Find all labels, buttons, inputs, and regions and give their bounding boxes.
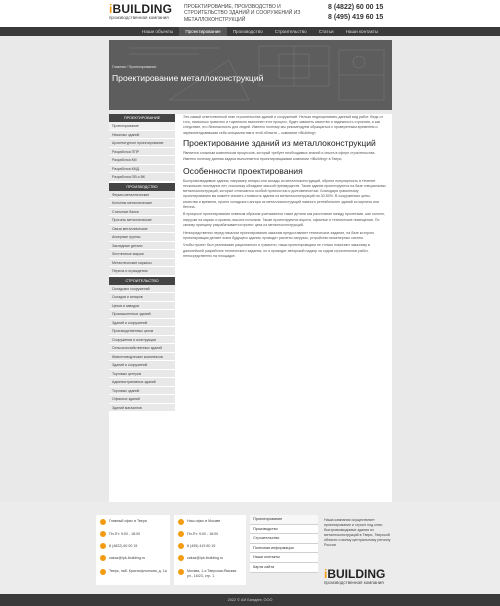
home-icon	[178, 519, 184, 525]
office-title: Главный офис в Твери	[109, 519, 147, 523]
sidebar-item[interactable]: Колонны металлические	[109, 199, 175, 208]
sidebar-item[interactable]: Лестничные марши	[109, 250, 175, 259]
article-paragraph: Является сложным комплексом процессов, который требует необходимых знаний и опыта в сфере строительства. Именно поэтому данная задача выполняется проектировщиками компании «iBuilding» в Твери.	[183, 151, 376, 161]
footer-menu	[250, 515, 318, 573]
sidebar	[109, 114, 175, 412]
main-nav	[0, 27, 500, 36]
phone-icon	[178, 543, 184, 549]
header-phones	[328, 3, 383, 23]
breadcrumb[interactable]: Главная / Проектирование	[112, 65, 157, 69]
header-tagline: ПРОЕКТИРОВАНИЕ, ПРОИЗВОДСТВО И СТРОИТЕЛЬСТВО ЗДАНИЙ И СООРУЖЕНИЙ ИЗ МЕТАЛЛОКОНСТРУКЦИЙ	[184, 4, 301, 23]
footer-menu-item[interactable]: Карта сайта	[250, 563, 318, 573]
footer-logo[interactable]	[324, 568, 396, 585]
site-logo[interactable]	[109, 2, 173, 23]
copyright: 2022 © АИ Билдинг, ООО	[0, 594, 500, 606]
sidebar-item[interactable]: Зданий и сооружений	[109, 361, 175, 370]
clock-icon	[100, 531, 106, 537]
sidebar-item[interactable]: Анкерные группы	[109, 233, 175, 242]
sidebar-item[interactable]: Складских сооружений	[109, 285, 175, 294]
footer-menu-item[interactable]: Полезная информация	[250, 544, 318, 554]
map-pin-icon	[178, 569, 184, 575]
sidebar-heading-production[interactable]: ПРОИЗВОДСТВО	[109, 183, 175, 191]
sidebar-item[interactable]: Сооружения и конструкции	[109, 336, 175, 345]
sidebar-item[interactable]: Офисных зданий	[109, 395, 175, 404]
article-paragraph: Чтобы проект был реализован рационально и грамотно, наши проектировщики не только помогают заказчику в дальнейшей разработке технического задания, но и проводят авторский надзор за ходом строительных работ, непосредственно на площадке.	[183, 243, 370, 258]
home-icon	[100, 519, 106, 525]
sidebar-item[interactable]: Сельскохозяйственных зданий	[109, 344, 175, 353]
sidebar-item[interactable]: Нежилых зданий	[109, 131, 175, 140]
office-hours: Пн-Пт: 9:00 - 18:00	[187, 532, 219, 536]
article-paragraph: Непосредственно перед началом проектирования заказчик предоставляет техническое задание, на базе которого проектировщик делает эскиз будущего здания, проводит расчеты нагрузок, устройство инженерных систем.	[183, 230, 375, 240]
office-email[interactable]: zakaz@ipk-ibuilding.ru	[187, 556, 224, 560]
office-phone[interactable]: 8 (495) 419 60 15	[187, 544, 216, 548]
sidebar-item[interactable]: Разработка ОВ и ВК	[109, 173, 175, 182]
nav-item-design[interactable]: Проектирование	[179, 27, 226, 36]
hero-banner	[109, 40, 392, 110]
logo-subtitle: производственная компания	[109, 15, 169, 20]
sidebar-heading-design[interactable]: ПРОЕКТИРОВАНИЕ	[109, 114, 175, 122]
phone-icon	[100, 543, 106, 549]
sidebar-item[interactable]: Животноводческих комплексов	[109, 353, 175, 362]
clock-icon	[178, 531, 184, 537]
footer-menu-item[interactable]: Наши контакты	[250, 553, 318, 563]
footer-menu-item[interactable]: Строительство	[250, 534, 318, 544]
footer-menu-item[interactable]: Проектирование	[250, 515, 318, 525]
site-header	[0, 0, 500, 27]
footer-logo-word: BUILDING	[327, 567, 386, 581]
nav-item-production[interactable]: Производство	[232, 29, 263, 34]
sidebar-item[interactable]: Проектирование	[109, 122, 175, 131]
logo-letter: i	[109, 2, 113, 16]
mail-icon	[100, 555, 106, 561]
office-title: Наш офис в Москве	[187, 519, 221, 523]
sidebar-item[interactable]: Промышленных зданий	[109, 310, 175, 319]
article-paragraph: В процессе проектирования главным образом учитываются такие детали как расстояние между пролетами, шаг колонн, нагрузки на каркас и кровлю, высота потолков. Также проектируются ворота, офисные и технические помещения. По своему принципу разрабатывается проект цеха из металлоконструкций.	[183, 212, 385, 227]
sidebar-item[interactable]: Фермы металлические	[109, 191, 175, 200]
sidebar-item[interactable]: Производственных цехов	[109, 327, 175, 336]
site-footer	[0, 502, 500, 594]
sidebar-item[interactable]: Складов и ангаров	[109, 293, 175, 302]
nav-item-objects[interactable]: Наши объекты	[142, 29, 174, 34]
office-email[interactable]: zakaz@ipk-ibuilding.ru	[109, 556, 146, 560]
map-pin-icon	[100, 569, 106, 575]
mail-icon	[178, 555, 184, 561]
sidebar-item[interactable]: Прогоны металлические	[109, 216, 175, 225]
office-hours: Пн-Пт: 9:00 - 18:00	[109, 532, 141, 536]
footer-logo-letter: i	[324, 567, 328, 581]
sidebar-item[interactable]: Разработка ППР	[109, 148, 175, 157]
nav-item-contacts[interactable]: Наши контакты	[345, 29, 379, 34]
footer-logo-subtitle: производственная компания	[324, 580, 384, 585]
page-title: Проектирование металлоконструкций	[112, 73, 264, 83]
sidebar-item[interactable]: Зданий и сооружений	[109, 319, 175, 328]
sidebar-heading-construction[interactable]: СТРОИТЕЛЬСТВО	[109, 277, 175, 285]
article-paragraph: Быстровозводимые здания, например ангары или склады из металлоконструкций, обрели популярность в течение нескольких последних лет, поскольку обладают массой преимуществ. Такие здания проектируются на базе специальных металлоконструкций, которые отличаются особой прочностью и долговечностью. Благодаря грамотному проектированию вы можете снизить стоимость здания из металлоконструкций на 30-50%. В сооружениях цены, качества и времени, проект складского ангара из металлоконструкций намного рентабельнее зданий из кирпича или бетона.	[183, 178, 386, 209]
footer-about: Наша компания осуществляет проектирование и строит под ключ быстровозводимые здания из металлоконструкций в Твери, Тверской области и всему центральному региону России	[324, 518, 391, 547]
sidebar-item[interactable]: Стальные балки	[109, 208, 175, 217]
article	[183, 115, 386, 262]
office-phone[interactable]: 8 (4822) 60 00 15	[109, 544, 138, 548]
footer-office-moscow	[174, 515, 246, 585]
footer-menu-item[interactable]: Производство	[250, 525, 318, 535]
sidebar-item[interactable]: Разработка КМ	[109, 156, 175, 165]
sidebar-item[interactable]: Торговых центров	[109, 370, 175, 379]
sidebar-item[interactable]: Закладные детали	[109, 242, 175, 251]
footer-office-tver	[96, 515, 170, 585]
article-heading-1: Проектирование зданий из металлоконструкций	[183, 137, 376, 148]
sidebar-item[interactable]: Административных зданий	[109, 378, 175, 387]
header-phone-2[interactable]: 8 (495) 419 60 15	[328, 14, 384, 21]
header-phone-1[interactable]: 8 (4822) 60 00 15	[328, 4, 384, 11]
office-address: Тверь, наб. Краснофлотская, д. 1а	[109, 569, 167, 573]
sidebar-item[interactable]: Архитектурное проектирование	[109, 139, 175, 148]
logo-word: BUILDING	[112, 2, 173, 16]
office-address: Москва, 1-я Тверская-Ямская ул., 16/23, стр. 1	[187, 569, 237, 578]
sidebar-item[interactable]: Связи металлические	[109, 225, 175, 234]
article-intro: Это самый ответственный этап строительства зданий и сооружений. Нельзя недооценивать данный вид работ. Ведь от того, насколько грамотно и тщательно выполнен этот процесс, будет зависеть качество и надежность строения, и как следствие, его безопасность для людей. Именно поэтому мы рекомендуем обращаться к проверенным временем и зарекомендовавшим себя специалистам в этой области – компании «iBuilding».	[183, 115, 384, 135]
sidebar-item[interactable]: Разработка КМД	[109, 165, 175, 174]
sidebar-item[interactable]: Зданий магазинов	[109, 404, 175, 413]
nav-item-construction[interactable]: Строительство	[274, 29, 307, 34]
nav-item-articles[interactable]: Статьи	[318, 29, 334, 34]
sidebar-item[interactable]: Металлические каркасы	[109, 259, 175, 268]
article-heading-2: Особенности проектирования	[183, 165, 303, 176]
sidebar-item[interactable]: Торговых зданий	[109, 387, 175, 396]
sidebar-item[interactable]: Перила и ограждения	[109, 267, 175, 276]
main-content	[109, 114, 392, 502]
sidebar-item[interactable]: Цехов и заводов	[109, 302, 175, 311]
